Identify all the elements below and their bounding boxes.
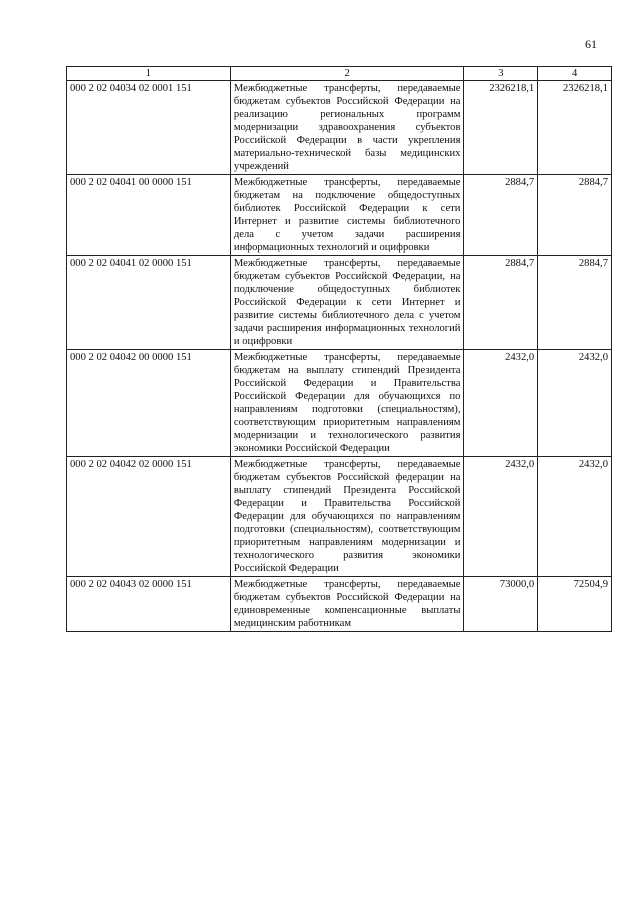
table-row — [67, 577, 612, 632]
header-col-3: 3 — [464, 67, 538, 81]
description-cell: Межбюджетные трансферты, передаваемые бюджетам субъектов Российской Федерации на единовременные компенсационные выплаты медицинским работникам — [230, 577, 464, 632]
budget-code-cell: 000 2 02 04042 02 0000 151 — [67, 457, 231, 577]
amount-col3-cell: 2326218,1 — [464, 81, 538, 175]
amount-col4-cell: 72504,9 — [538, 577, 612, 632]
description-cell: Межбюджетные трансферты, передаваемые бюджетам на выплату стипендий Президента Российской Федерации и Правительства Российской Федерации для обучающихся по направлениям подготовки (специальностям), соответствующим приоритетным направлениям модернизации и технологического развития экономики Российской Федерации — [230, 350, 464, 457]
header-col-2: 2 — [230, 67, 464, 81]
amount-col3-cell: 73000,0 — [464, 577, 538, 632]
table-header-row — [67, 67, 612, 81]
header-col-1: 1 — [67, 67, 231, 81]
table-row — [67, 81, 612, 175]
amount-col4-cell: 2884,7 — [538, 256, 612, 350]
amount-col4-cell: 2432,0 — [538, 457, 612, 577]
amount-col4-cell: 2432,0 — [538, 350, 612, 457]
table-row — [67, 350, 612, 457]
budget-code-cell: 000 2 02 04043 02 0000 151 — [67, 577, 231, 632]
budget-code-cell: 000 2 02 04041 02 0000 151 — [67, 256, 231, 350]
amount-col3-cell: 2432,0 — [464, 457, 538, 577]
header-col-4: 4 — [538, 67, 612, 81]
amount-col3-cell: 2432,0 — [464, 350, 538, 457]
amount-col4-cell: 2884,7 — [538, 175, 612, 256]
budget-code-cell: 000 2 02 04041 00 0000 151 — [67, 175, 231, 256]
table-row — [67, 175, 612, 256]
budget-code-cell: 000 2 02 04042 00 0000 151 — [67, 350, 231, 457]
description-cell: Межбюджетные трансферты, передаваемые бюджетам субъектов Российской федерации на выплату стипендий Президента Российской Федерации и Правительства Российской Федерации для обучающихся по направлениям подготовки (специальностям), соответствующим приоритетным направлениям модернизации и технологического развития экономики Российской Федерации — [230, 457, 464, 577]
amount-col3-cell: 2884,7 — [464, 175, 538, 256]
table-row — [67, 256, 612, 350]
page-number: 61 — [585, 37, 597, 51]
table-row — [67, 457, 612, 577]
description-cell: Межбюджетные трансферты, передаваемые бюджетам на подключение общедоступных библиотек Российской Федерации к сети Интернет и развитие системы библиотечного дела с учетом задачи расширения информационных технологий и оцифровки — [230, 175, 464, 256]
description-cell: Межбюджетные трансферты, передаваемые бюджетам субъектов Российской Федерации на реализацию региональных программ модернизации здравоохранения субъектов Российской Федерации в части укрепления материально-технической базы медицинских учреждений — [230, 81, 464, 175]
amount-col4-cell: 2326218,1 — [538, 81, 612, 175]
amount-col3-cell: 2884,7 — [464, 256, 538, 350]
description-cell: Межбюджетные трансферты, передаваемые бюджетам субъектов Российской Федерации, на подключение общедоступных библиотек Российской Федерации к сети Интернет и развитие системы библиотечного дела с учетом задачи расширения информационных технологий и оцифровки — [230, 256, 464, 350]
budget-table — [66, 66, 612, 632]
budget-code-cell: 000 2 02 04034 02 0001 151 — [67, 81, 231, 175]
